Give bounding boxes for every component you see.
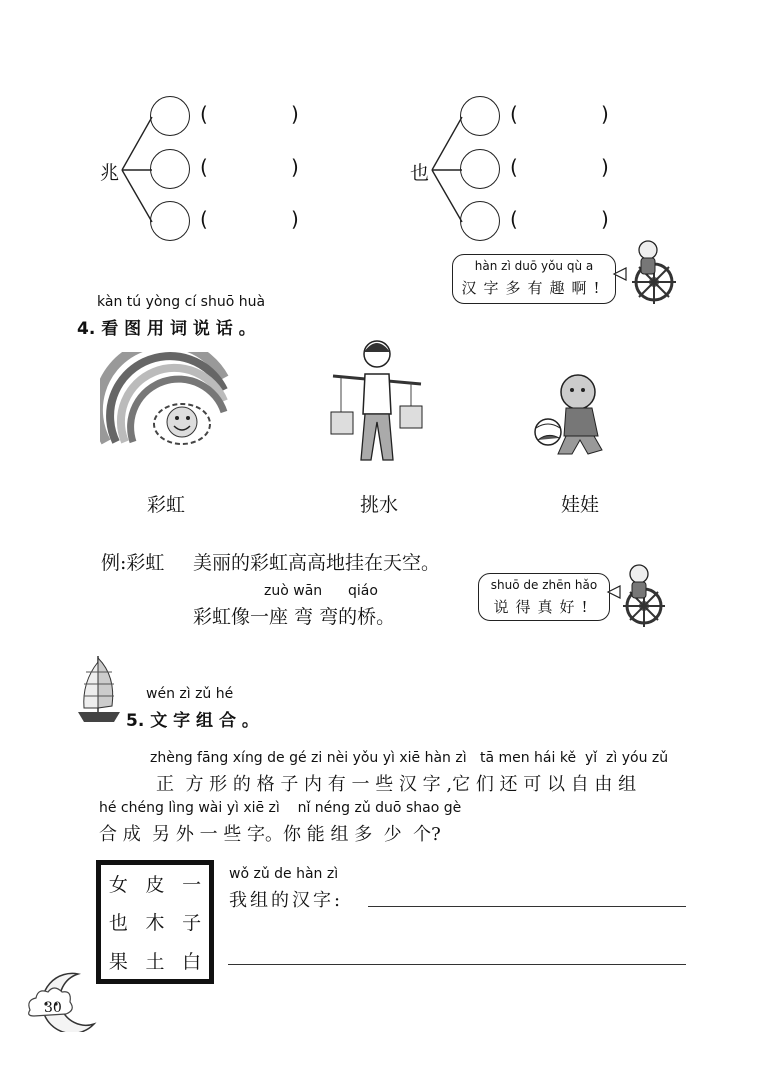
paren-open: ( [200,155,208,179]
paren-close: ) [291,207,299,231]
paragraph-pinyin-2: hé chéng lìng wài yì xiē zì nǐ néng zǔ duō shao gè [99,800,462,816]
answer-circle[interactable] [150,96,190,136]
answer-label: 我组的汉字: [229,890,344,911]
grid-row [100,864,210,903]
section5-pinyin: wén zì zǔ hé [146,686,234,702]
answer-line[interactable] [228,964,686,965]
answer-pinyin: wǒ zǔ de hàn zì [229,866,339,882]
grid-row [100,941,210,980]
paren-close: ) [601,102,609,126]
grid-char: 果 [108,951,128,974]
character-grid [96,860,214,984]
grid-char: 白 [182,951,202,974]
answer-circle[interactable] [460,96,500,136]
paren-close: ) [291,102,299,126]
caption-carry-water: 挑水 [360,494,399,516]
grid-char: 木 [145,912,165,935]
bubble-pinyin: hàn zì duō yǒu qù a [474,259,594,273]
paren-close: ) [601,155,609,179]
bubble-text: 汉字多有趣啊! [461,279,607,297]
bubble-pinyin: shuō de zhēn hǎo [490,578,598,592]
paren-close: ) [291,155,299,179]
section4-title: 4. 看 图 用 词 说 话 。 [77,319,256,339]
paragraph-pinyin-1: zhèng fāng xíng de gé zi nèi yǒu yì xiē hàn zì tā men hái kě yǐ zì yóu zǔ [150,750,669,766]
grid-char: 土 [145,951,165,974]
moon-cloud-icon [22,970,102,1032]
boy-helm-icon [612,236,682,306]
boy-helm-icon [606,560,671,630]
bubble-text: 说得真好! [493,598,595,616]
grid-row [100,903,210,942]
answer-circle[interactable] [460,201,500,241]
grid-char: 皮 [145,873,165,896]
speech-bubble [478,573,610,621]
answer-circle[interactable] [150,149,190,189]
paragraph-line-2: 合 成 另 外 一 些 字。你 能 组 多 少 个? [99,824,441,845]
grid-char: 也 [108,912,128,935]
example-pinyin-2: qiáo [348,583,378,599]
sailboat-icon [76,652,122,724]
paren-open: ( [510,102,518,126]
left-root-char: 兆 [100,162,120,184]
child-with-ball-illustration [528,370,618,460]
girl-carrying-water-illustration [325,332,430,472]
paren-open: ( [510,155,518,179]
paren-open: ( [200,207,208,231]
example-label: 例:彩虹 [101,552,165,574]
grid-char: 女 [108,873,128,896]
answer-line[interactable] [368,906,686,907]
section4-pinyin: kàn tú yòng cí shuō huà [97,294,266,310]
example-sentence-1: 美丽的彩虹高高地挂在天空。 [193,552,441,574]
page-number: 30 [44,1000,62,1016]
right-root-char: 也 [410,162,430,184]
paragraph-line-1: 正 方 形 的 格 子 内 有 一 些 汉 字 ,它 们 还 可 以 自 由 组 [156,774,637,795]
grid-char: 子 [182,912,202,935]
answer-circle[interactable] [150,201,190,241]
grid-char: 一 [182,873,202,896]
caption-baby: 娃娃 [561,494,600,516]
paren-close: ) [601,207,609,231]
example-sentence-2: 彩虹像一座 弯 弯的桥。 [193,606,396,628]
paren-open: ( [510,207,518,231]
example-pinyin-1: zuò wān [264,583,323,599]
rainbow-illustration [100,352,230,452]
speech-bubble [452,254,616,304]
answer-circle[interactable] [460,149,500,189]
section5-title: 5. 文 字 组 合 。 [126,711,259,731]
paren-open: ( [200,102,208,126]
caption-rainbow: 彩虹 [147,494,186,516]
